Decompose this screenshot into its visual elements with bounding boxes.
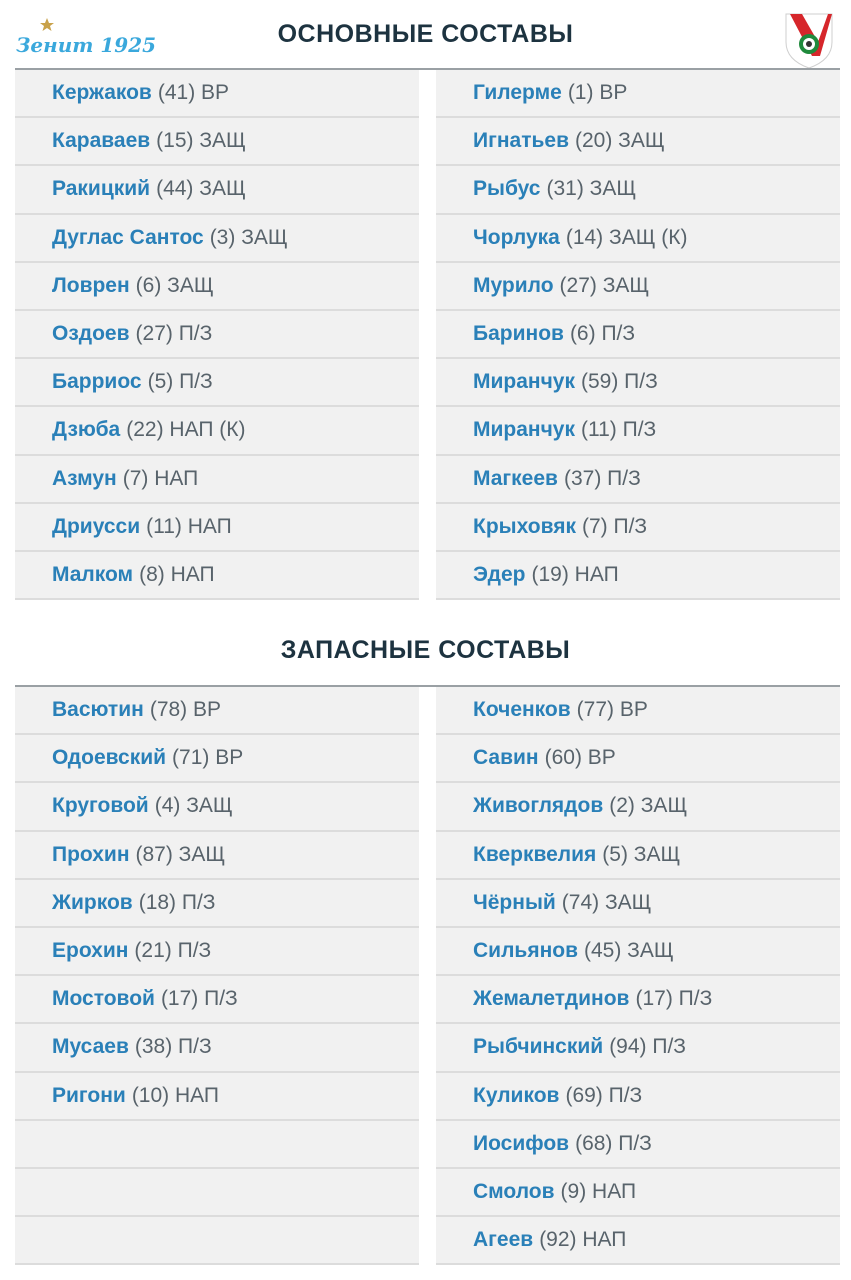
player-number-position: (59) П/З <box>580 370 658 394</box>
player-name: Мостовой <box>52 987 155 1011</box>
player-number-position: (27) П/З <box>135 322 213 346</box>
player-number-position: (5) ЗАЩ <box>602 842 681 866</box>
player-name: Прохин <box>52 842 130 866</box>
player-row <box>15 976 419 1024</box>
player-number-position: (41) ВР <box>157 81 230 105</box>
player-name: Рыбчинский <box>473 1035 604 1059</box>
player-name: Круговой <box>52 794 149 818</box>
player-row <box>436 215 840 263</box>
player-number-position: (5) П/З <box>147 370 213 394</box>
player-row <box>15 359 419 407</box>
player-row <box>15 928 419 976</box>
player-number-position: (22) НАП (К) <box>126 418 246 442</box>
player-row <box>436 456 840 504</box>
player-row <box>15 311 419 359</box>
player-number-position: (74) ЗАЩ <box>561 890 652 914</box>
player-name: Оздоев <box>52 322 130 346</box>
player-row <box>436 1217 840 1265</box>
player-row <box>15 263 419 311</box>
player-row <box>15 880 419 928</box>
player-row <box>436 783 840 831</box>
player-number-position: (17) П/З <box>635 987 713 1011</box>
player-row <box>15 783 419 831</box>
player-row <box>436 1024 840 1072</box>
player-name: Крыховяк <box>473 514 576 538</box>
player-name: Дриусси <box>52 514 141 538</box>
player-name: Иосифов <box>473 1131 570 1155</box>
player-number-position: (44) ЗАЩ <box>156 177 246 201</box>
player-row <box>436 359 840 407</box>
player-row <box>436 1073 840 1121</box>
player-number-position: (78) ВР <box>149 698 222 722</box>
player-name: Смолов <box>473 1179 555 1203</box>
player-row <box>436 880 840 928</box>
player-row <box>436 928 840 976</box>
player-row <box>436 504 840 552</box>
player-name: Магкеев <box>473 466 558 490</box>
player-name: Гилерме <box>473 81 562 105</box>
player-name: Миранчук <box>473 370 575 394</box>
player-number-position: (14) ЗАЩ (К) <box>565 225 688 249</box>
player-name: Коченков <box>473 698 571 722</box>
player-name: Жемалетдинов <box>473 987 630 1011</box>
player-number-position: (92) НАП <box>539 1228 627 1252</box>
player-name: Ригони <box>52 1083 126 1107</box>
player-number-position: (15) ЗАЩ <box>156 129 246 153</box>
main-lineups-header <box>0 4 851 66</box>
player-row <box>15 1121 419 1169</box>
zenit-logo-text: Зенит 1925 <box>16 33 157 57</box>
player-number-position: (6) ЗАЩ <box>135 273 214 297</box>
player-row <box>15 1024 419 1072</box>
player-row <box>436 1169 840 1217</box>
player-name: Азмун <box>52 466 117 490</box>
player-row <box>15 456 419 504</box>
player-row <box>15 70 419 118</box>
player-name: Баринов <box>473 322 564 346</box>
player-number-position: (17) П/З <box>160 987 238 1011</box>
player-name: Ракицкий <box>52 177 151 201</box>
player-name: Агеев <box>473 1228 534 1252</box>
player-number-position: (31) ЗАЩ <box>546 177 637 201</box>
player-number-position: (87) ЗАЩ <box>135 842 226 866</box>
player-number-position: (7) НАП <box>122 466 199 490</box>
player-row <box>436 263 840 311</box>
lokomotiv-reserve-lineup <box>436 687 840 1265</box>
player-name: Одоевский <box>52 746 167 770</box>
player-number-position: (18) П/З <box>138 890 216 914</box>
player-row <box>436 1121 840 1169</box>
player-row <box>15 407 419 455</box>
player-number-position: (21) П/З <box>134 939 212 963</box>
player-row <box>15 1217 419 1265</box>
player-name: Кержаков <box>52 81 152 105</box>
player-number-position: (71) ВР <box>172 746 244 770</box>
player-name: Кверквелия <box>473 842 597 866</box>
player-number-position: (19) НАП <box>531 562 619 586</box>
player-name: Дуглас Сантос <box>52 225 204 249</box>
player-row <box>15 552 419 600</box>
player-row <box>436 832 840 880</box>
player-number-position: (9) НАП <box>560 1179 637 1203</box>
player-row <box>15 735 419 783</box>
player-number-position: (8) НАП <box>139 562 215 586</box>
player-row <box>436 118 840 166</box>
lokomotiv-main-lineup <box>436 70 840 600</box>
player-name: Миранчук <box>473 418 575 442</box>
player-number-position: (68) П/З <box>575 1131 652 1155</box>
player-number-position: (11) НАП <box>146 514 232 538</box>
player-number-position: (20) ЗАЩ <box>575 129 665 153</box>
player-row <box>15 504 419 552</box>
player-name: Игнатьев <box>473 129 569 153</box>
player-row <box>436 407 840 455</box>
player-row <box>15 118 419 166</box>
player-number-position: (69) П/З <box>565 1083 643 1107</box>
player-row <box>436 687 840 735</box>
player-row <box>15 1073 419 1121</box>
player-row <box>15 166 419 214</box>
player-number-position: (94) П/З <box>609 1035 686 1059</box>
player-name: Жирков <box>52 890 133 914</box>
player-row <box>15 832 419 880</box>
player-name: Ерохин <box>52 939 129 963</box>
player-row <box>436 311 840 359</box>
player-name: Чорлука <box>473 225 560 249</box>
player-number-position: (10) НАП <box>131 1083 220 1107</box>
player-number-position: (27) ЗАЩ <box>559 273 650 297</box>
player-name: Эдер <box>473 562 526 586</box>
player-number-position: (77) ВР <box>576 698 648 722</box>
player-name: Савин <box>473 746 539 770</box>
player-name: Мурило <box>473 273 554 297</box>
player-name: Чёрный <box>473 890 556 914</box>
player-number-position: (1) ВР <box>567 81 628 105</box>
player-row <box>436 735 840 783</box>
player-number-position: (11) П/З <box>580 418 657 442</box>
player-number-position: (45) ЗАЩ <box>584 939 674 963</box>
player-number-position: (37) П/З <box>563 466 641 490</box>
reserve-lineups-title: ЗАПАСНЫЕ СОСТАВЫ <box>280 636 571 664</box>
lokomotiv-logo-icon <box>780 8 838 70</box>
player-number-position: (60) ВР <box>544 746 616 770</box>
player-name: Караваев <box>52 129 151 153</box>
zenit-main-lineup <box>15 70 419 600</box>
player-number-position: (4) ЗАЩ <box>154 794 233 818</box>
player-number-position: (3) ЗАЩ <box>209 225 288 249</box>
player-row <box>436 166 840 214</box>
main-lineups-title: ОСНОВНЫЕ СОСТАВЫ <box>277 20 574 48</box>
player-row <box>436 976 840 1024</box>
player-row <box>436 552 840 600</box>
player-number-position: (6) П/З <box>569 322 636 346</box>
player-number-position: (2) ЗАЩ <box>609 794 688 818</box>
player-name: Васютин <box>52 698 144 722</box>
player-name: Куликов <box>473 1083 560 1107</box>
player-name: Барриос <box>52 370 142 394</box>
player-row <box>15 687 419 735</box>
player-number-position: (7) П/З <box>581 514 648 538</box>
player-name: Дзюба <box>52 418 121 442</box>
player-name: Сильянов <box>473 939 578 963</box>
player-row <box>15 1169 419 1217</box>
player-name: Мусаев <box>52 1035 129 1059</box>
player-name: Ловрен <box>52 273 130 297</box>
player-row <box>15 215 419 263</box>
player-name: Малком <box>52 562 134 586</box>
player-name: Живоглядов <box>473 794 604 818</box>
zenit-reserve-lineup <box>15 687 419 1265</box>
reserve-lineups-header <box>0 620 851 682</box>
player-name: Рыбус <box>473 177 541 201</box>
player-number-position: (38) П/З <box>134 1035 212 1059</box>
player-row <box>436 70 840 118</box>
